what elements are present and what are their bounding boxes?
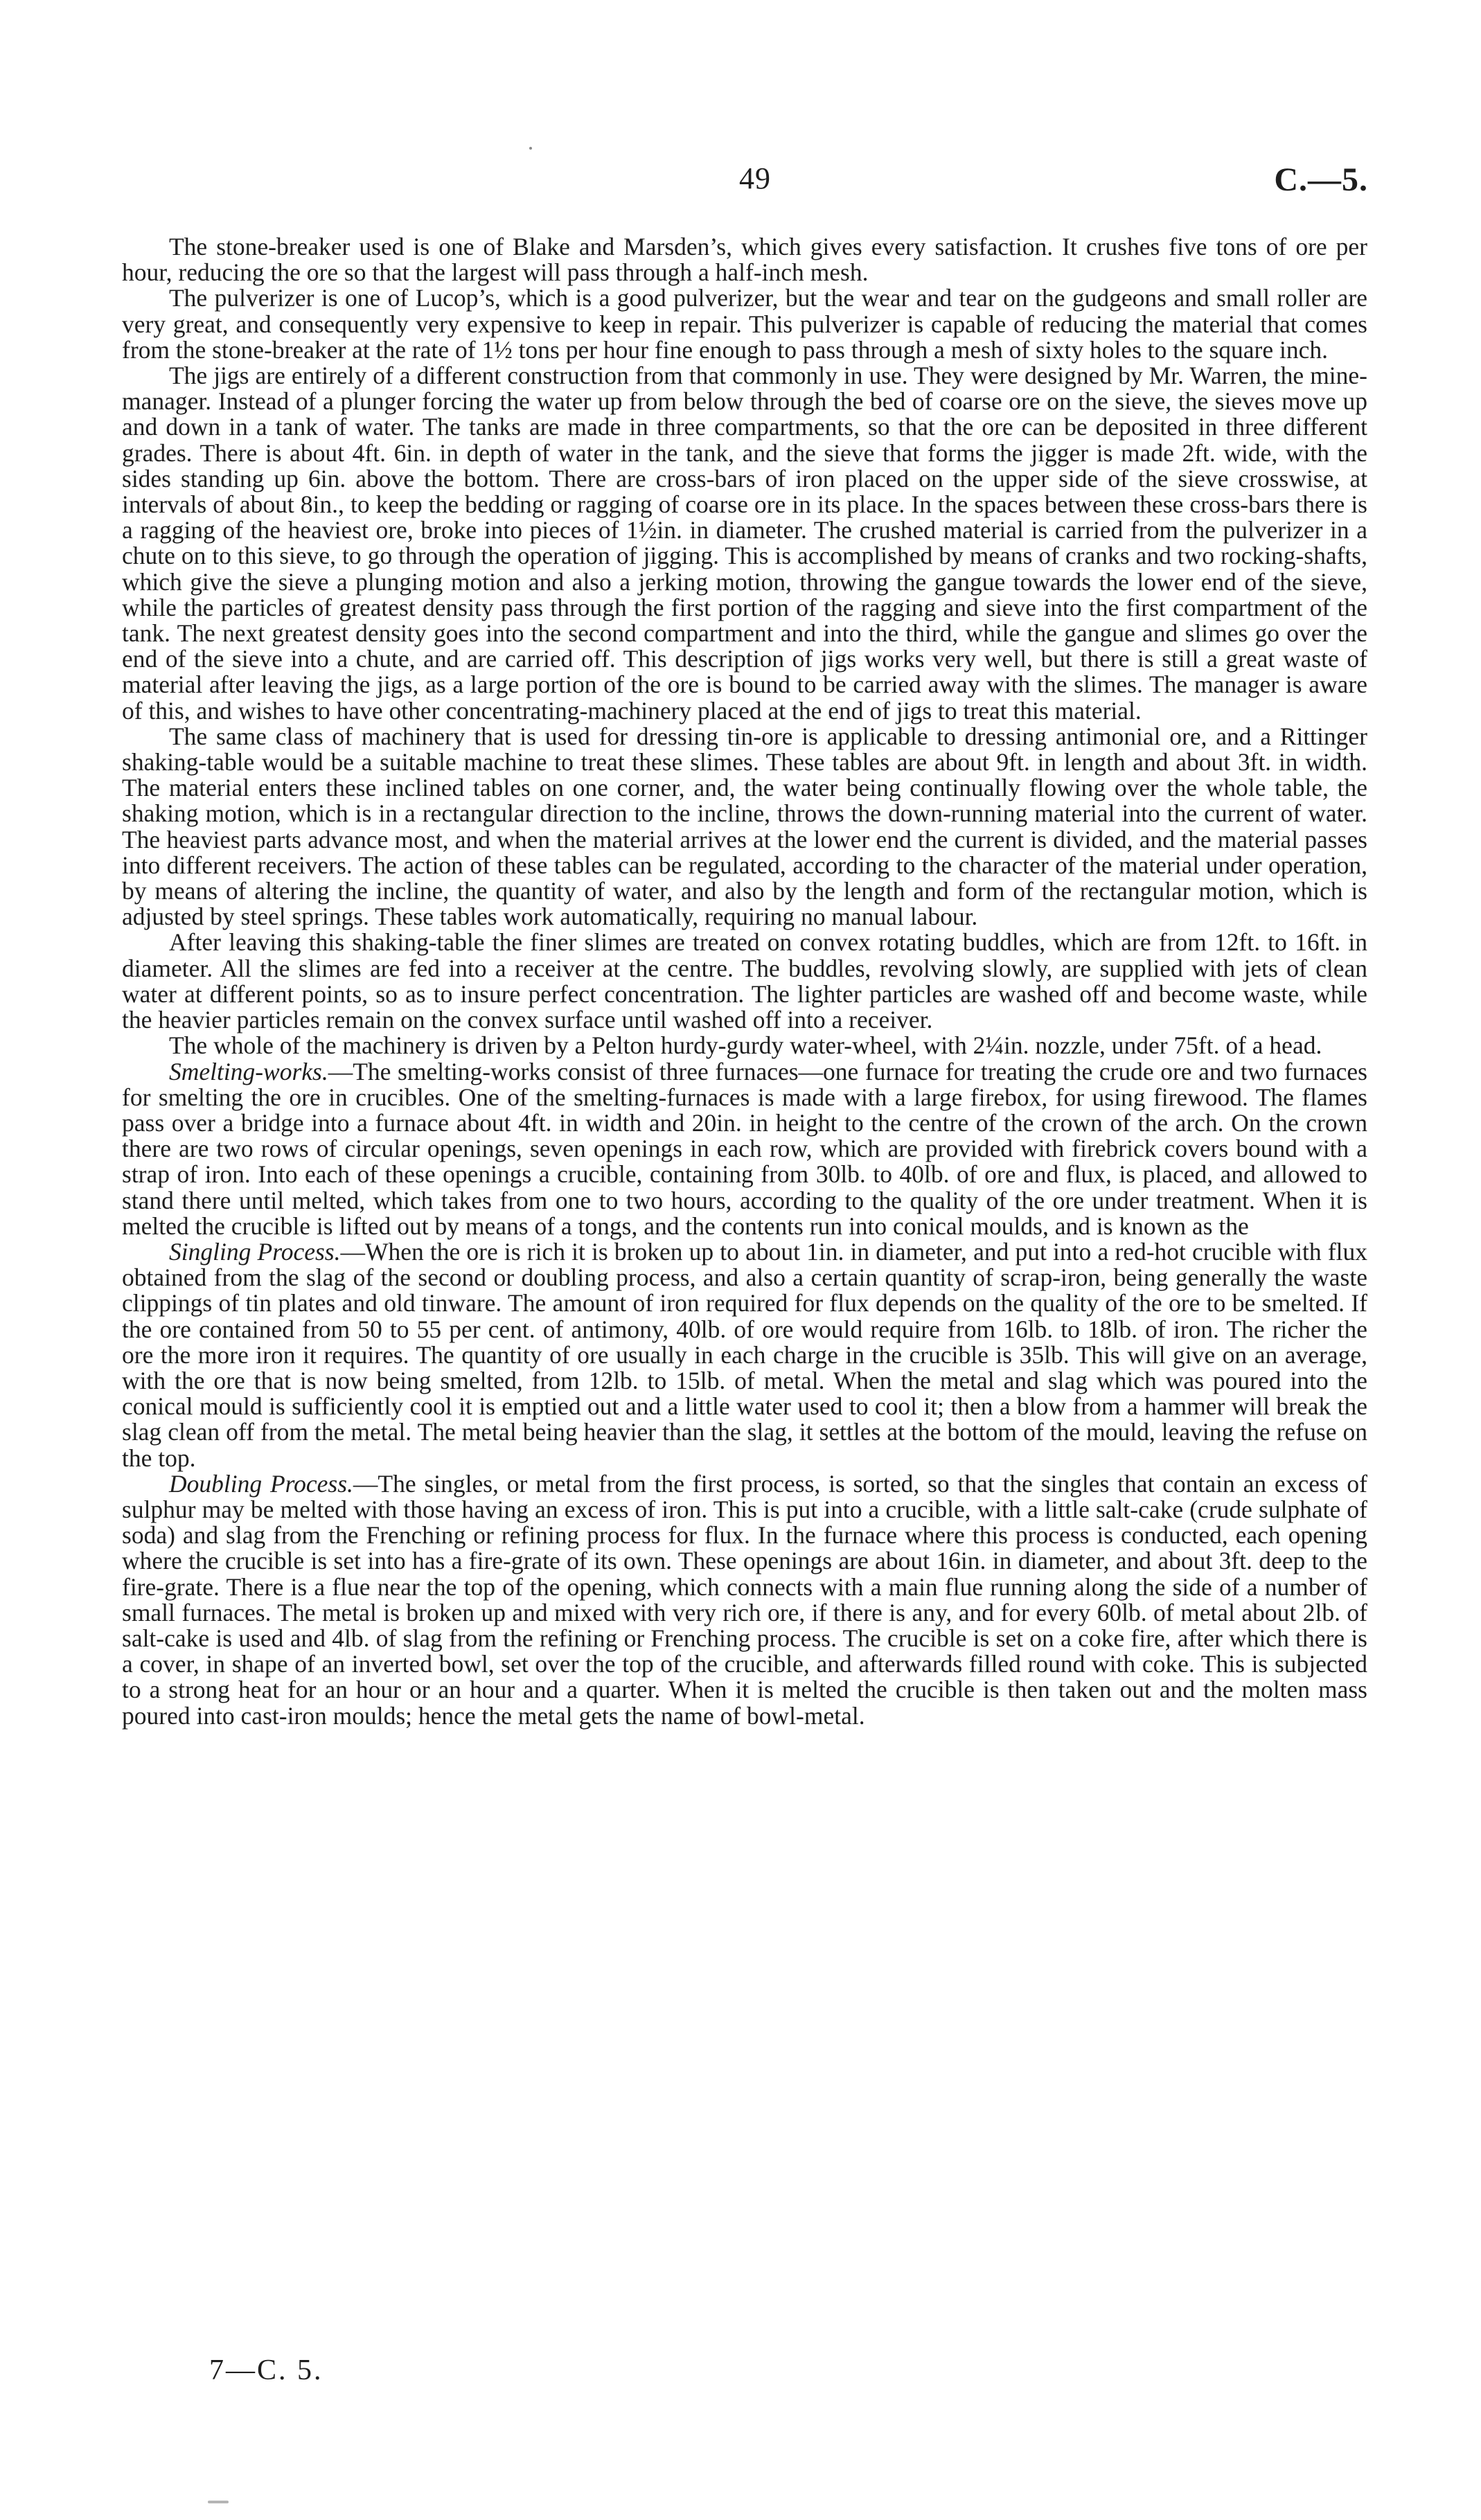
paragraph-text: After leaving this shaking-table the finer slimes are treated on convex rotating buddles, which are from 12ft. to 16ft. in diameter. All the slimes are fed into a receiver at the centre. The buddles, revolving slowly, are supplied with jets of clean water at different points, so as to insure perfect concentration. The lighter particles are washed off and become waste, while the heavier particles remain on the convex surface until washed off into a receiver. — [122, 928, 1367, 1034]
printer-signature: 7—C. 5. — [209, 2354, 323, 2386]
paragraph-text: —The singles, or metal from the first process, is sorted, so that the singles that contain an excess of sulphur may be melted with those having an excess of iron. This is put into a crucible, with a little salt-cake (crude sulphate of soda) and slag from the Frenching or refining process for flux. In the furnace where this process is conducted, each opening where the crucible is set into has a fire-grate of its own. These openings are about 16in. in diameter, and about 3ft. deep to the fire-grate. There is a flue near the top of the opening, which connects with a main flue running along the side of a number of small furnaces. The metal is broken up and mixed with very rich ore, if there is any, and for every 60lb. of metal about 2lb. of salt-cake is used and 4lb. of slag from the refining or Frenching process. The crucible is set on a coke fire, after which there is a cover, in shape of an inverted bowl, set over the top of the crucible, and afterwards filled round with coke. This is subjected to a strong heat for an hour or an hour and a quarter. When it is melted the crucible is then taken out and the molten mass poured into cast-iron moulds; hence the metal gets the name of bowl-metal. — [122, 1469, 1367, 1730]
section-lead: Smelting-works. — [169, 1057, 328, 1085]
section-lead: Doubling Process. — [169, 1469, 353, 1498]
paragraph-text: —When the ore is rich it is broken up to about 1in. in diameter, and put into a red-hot crucible with flux obtained from the slag of the second or doubling process, and also a certain quantity of scrap-iron, being generally the waste clippings of tin plates and old tinware. The amount of iron required for flux depends on the quality of the ore to be smelted. If the ore contained from 50 to 55 per cent. of antimony, 40lb. of ore would require from 16lb. to 18lb. of iron. The richer the ore the more iron it requires. The quantity of ore usually in each charge in the crucible is 35lb. This will give on an average, with the ore that is now being smelted, from 12lb. to 15lb. of metal. When the metal and slag which was poured into the conical mould is sufficiently cool it is emptied out and a little water used to cool it; then a blow from a hammer will break the slag clean off from the metal. The metal being heavier than the slag, it settles at the bottom of the mould, leaving the refuse on the top. — [122, 1237, 1368, 1472]
paragraph-text: The same class of machinery that is used for dressing tin-ore is applicable to dressing antimonial ore, and a Rittinger shaking-table would be a suitable machine to treat these slimes. These tables are about 9ft. in length and about 3ft. in width. The material enters these inclined tables on one corner, and, the water being continually flowing over the whole table, the shaking motion, which is in a rectangular direction to the incline, throws the down-running material into the current of water. The heaviest parts advance most, and when the material arrives at the lower end the current is divided, and the material passes into different receivers. The action of these tables can be regulated, according to the character of the material under operation, by means of altering the incline, the quantity of water, and also by the length and form of the rectangular motion, which is adjusted by steel springs. These tables work automatically, requiring no manual labour. — [122, 722, 1367, 931]
paragraph-pulverizer — [122, 285, 1367, 363]
paragraph-text: —The smelting-works consist of three furnaces—one furnace for treating the crude ore and two furnaces for smelting the ore in crucibles. One of the smelting-furnaces is made with a large firebox, for using firewood. The flames pass over a bridge into a furnace about 4ft. in width and 20in. in height to the centre of the crown of the arch. On the crown there are two rows of circular openings, seven openings in each row, which are provided with firebrick covers bound with a strap of iron. Into each of these openings a crucible, containing from 30lb. to 40lb. of ore and flux, is placed, and allowed to stand there until melted, which takes from one to two hours, according to the quality of the ore under treatment. When it is melted the crucible is lifted out by means of a tongs, and the contents run into conical moulds, and is known as the — [122, 1057, 1367, 1240]
paragraph-text: The stone-breaker used is one of Blake and Marsden’s, which gives every satisfaction. It crushes five tons of ore per hour, reducing the ore so that the largest will pass through a half-inch mesh. — [122, 233, 1367, 287]
paragraph-shaking-table — [122, 724, 1367, 930]
section-lead: Singling Process. — [169, 1237, 341, 1266]
paragraph-stone-breaker — [122, 234, 1367, 285]
paragraph-doubling-process — [122, 1471, 1367, 1729]
page-header — [118, 161, 1368, 209]
paragraph-text: The whole of the machinery is driven by a Pelton hurdy-gurdy water-wheel, with 2¼in. nozzle, under 75ft. of a head. — [169, 1031, 1322, 1060]
page-number: 49 — [739, 161, 771, 195]
body-text — [122, 234, 1367, 1729]
ink-speck — [529, 147, 532, 150]
paragraph-singling-process — [122, 1239, 1367, 1471]
paragraph-water-wheel — [122, 1033, 1367, 1058]
paragraph-smelting-works — [122, 1059, 1367, 1239]
document-reference: C.—5. — [1274, 161, 1368, 198]
paragraph-buddles — [122, 930, 1367, 1033]
paragraph-jigs — [122, 363, 1367, 724]
paragraph-text: The jigs are entirely of a different construction from that commonly in use. They were designed by Mr. Warren, the mine-manager. Instead of a plunger forcing the water up from below through the bed of coarse ore on the sieve, the sieves move up and down in a tank of water. The tanks are made in three compartments, so that the ore can be deposited in three different grades. There is about 4ft. 6in. in depth of water in the tank, and the sieve that forms the jigger is made 2ft. wide, with the sides standing up 6in. above the bottom. There are cross-bars of iron placed on the upper side of the sieve crosswise, at intervals of about 8in., to keep the bedding or ragging of coarse ore in its place. In the spaces between these cross-bars there is a ragging of the heaviest ore, broke into pieces of 1½in. in diameter. The crushed material is carried from the pulverizer in a chute on to this sieve, to go through the operation of jigging. This is accomplished by means of cranks and two rocking-shafts, which give the sieve a plunging motion and also a jerking motion, throwing the gangue towards the lower end of the sieve, while the particles of greatest density pass through the first portion of the ragging and sieve into the first compartment of the tank. The next greatest density goes into the second compartment and into the third, while the gangue and slimes go over the end of the sieve into a chute, and are carried off. This description of jigs works very well, but there is still a great waste of material after leaving the jigs, as a large portion of the ore is bound to be carried away with the slimes. The manager is aware of this, and wishes to have other concentrating-machinery placed at the end of jigs to treat this material. — [122, 362, 1367, 725]
paragraph-text: The pulverizer is one of Lucop’s, which is a good pulverizer, but the wear and tear on the gudgeons and small roller are very great, and consequently very expensive to keep in repair. This pulverizer is capable of reducing the material that comes from the stone-breaker at the rate of 1½ tons per hour fine enough to pass through a mesh of sixty holes to the square inch. — [122, 284, 1367, 364]
ink-smudge — [208, 2501, 229, 2503]
